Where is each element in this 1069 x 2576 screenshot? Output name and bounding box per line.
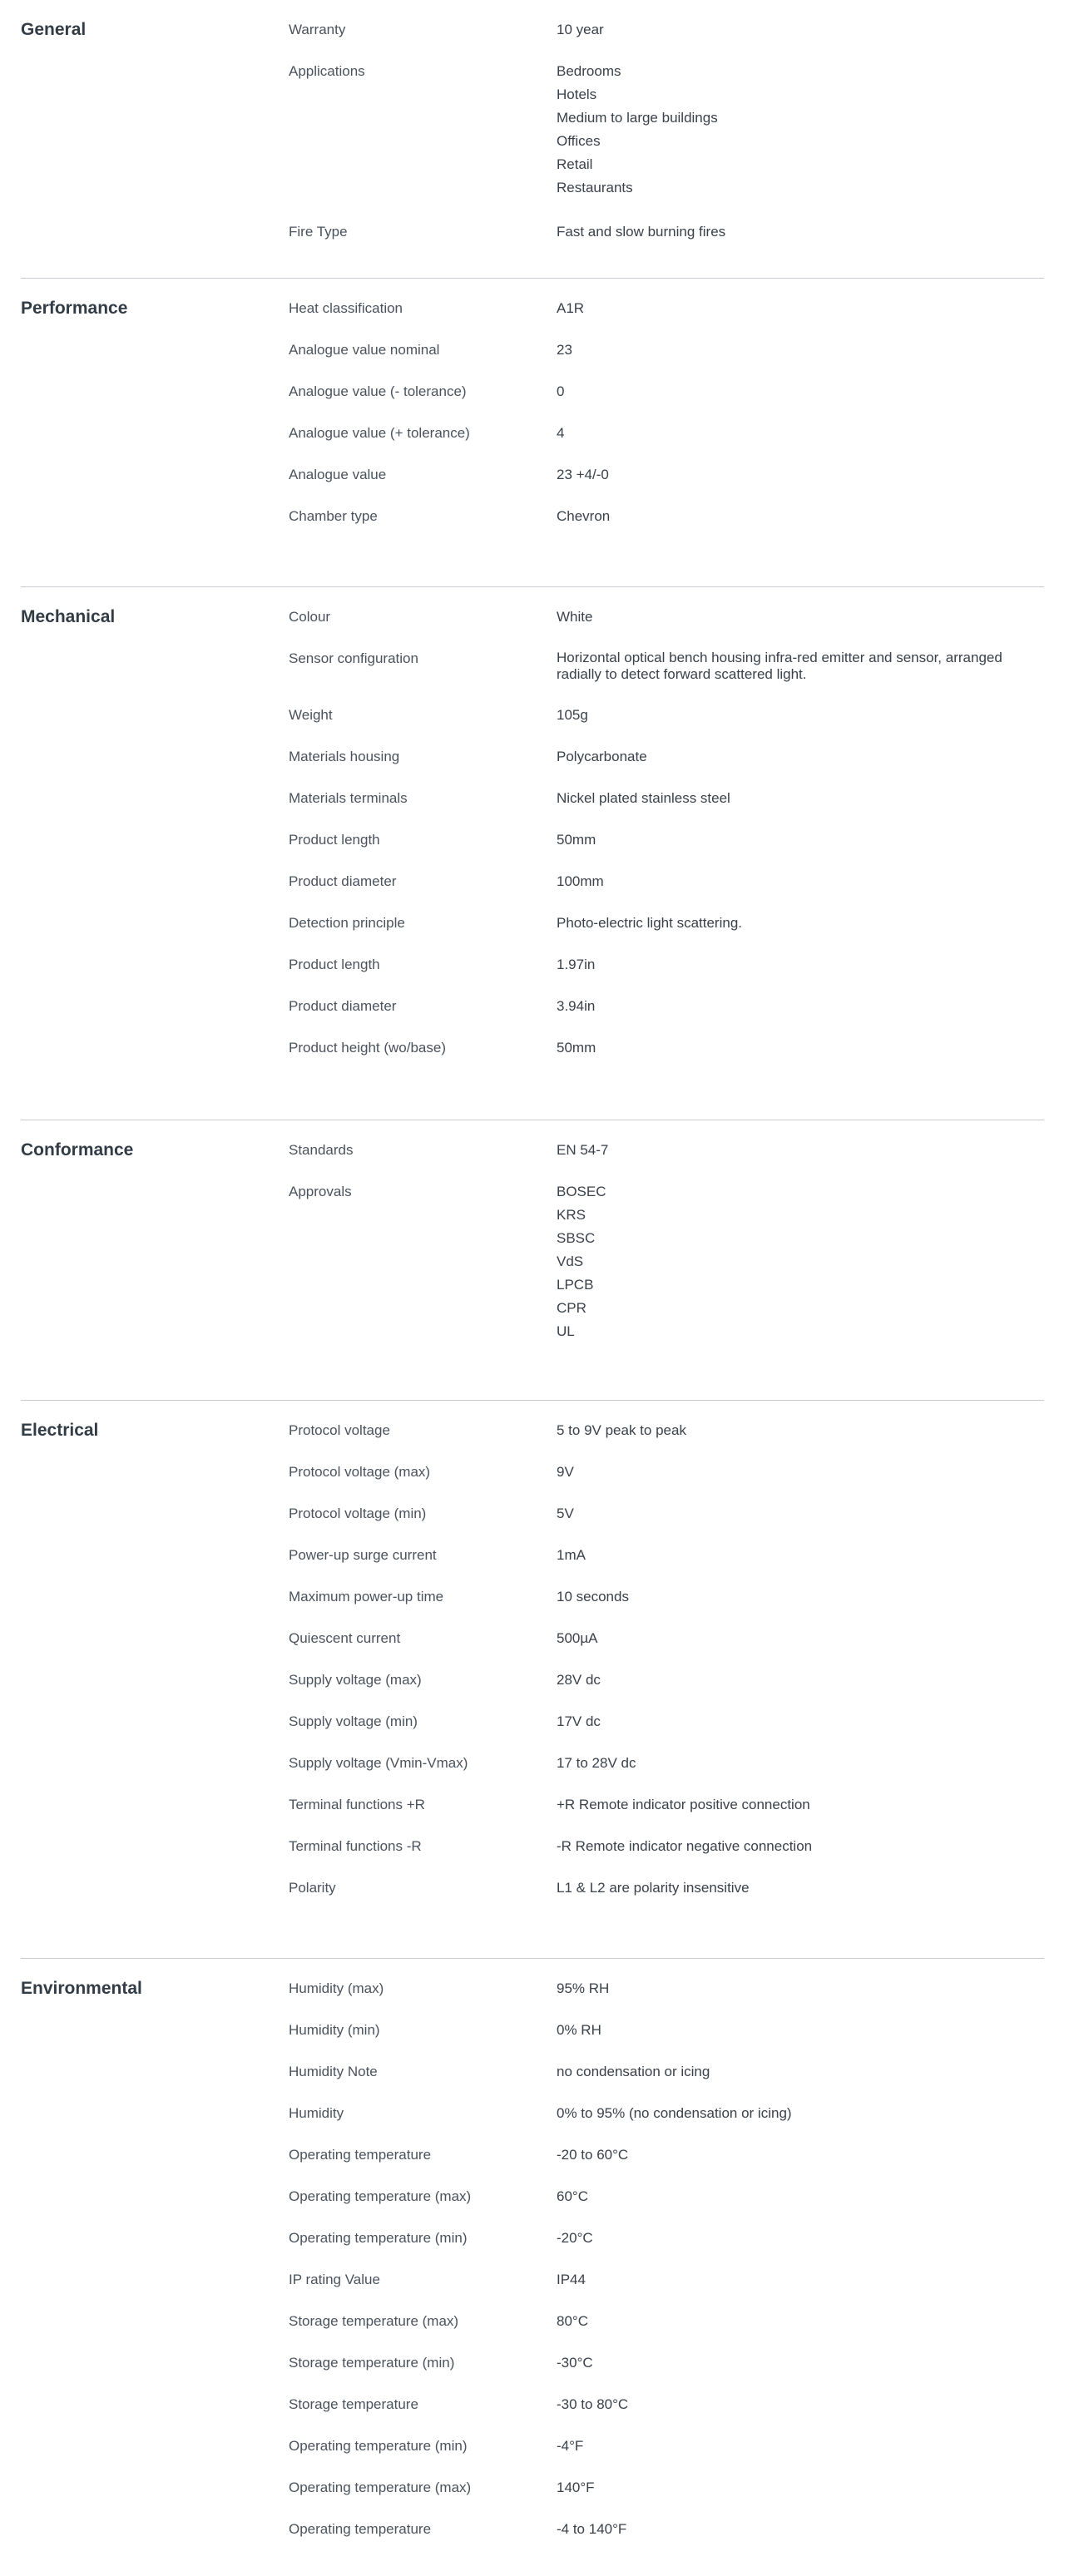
spec-row [289,1629,1021,1648]
spec-rows [289,1980,1021,2562]
spec-value: Nickel plated stainless steel [557,790,730,806]
spec-label: Product diameter [289,873,397,889]
spec-row [289,2229,1021,2247]
list-item: LPCB [557,1277,594,1293]
spec-value: 80°C [557,2313,588,2329]
spec-label: Product height (wo/base) [289,1040,446,1056]
spec-row [289,2021,1021,2040]
section-title: Conformance [21,1140,134,1159]
spec-value: 10 seconds [557,1589,629,1604]
spec-row [289,2520,1021,2539]
spec-row [289,1671,1021,1689]
spec-value: 4 [557,425,565,441]
spec-row-approvals [289,1183,1021,1343]
spec-row [289,2146,1021,2164]
spec-label: Supply voltage (min) [289,1713,418,1729]
spec-value: -30 to 80°C [557,2396,629,2412]
list-item: UL [557,1323,575,1339]
section-conformance [21,1120,1044,1401]
applications-list [557,60,718,200]
list-item: BOSEC [557,1184,606,1199]
spec-label: Supply voltage (Vmin-Vmax) [289,1755,468,1771]
spec-value: 100mm [557,873,604,889]
spec-row [289,424,1021,443]
spec-value: no condensation or icing [557,2064,710,2079]
spec-row [289,706,1021,724]
spec-value: 1.97in [557,957,596,972]
spec-value: -4 to 140°F [557,2521,627,2537]
section-electrical [21,1401,1044,1959]
spec-row-fire-type [289,223,1021,241]
spec-label: Humidity (min) [289,2022,380,2038]
spec-value: +R Remote indicator positive connection [557,1797,810,1812]
spec-rows [289,1421,1021,1921]
spec-value: Polycarbonate [557,749,647,764]
spec-label: Supply voltage (max) [289,1672,422,1688]
spec-value: 95% RH [557,1980,610,1996]
spec-label: Operating temperature (max) [289,2480,472,2495]
spec-label: Colour [289,609,331,625]
spec-label: Sensor configuration [289,650,418,666]
spec-label: Humidity (max) [289,1980,384,1996]
spec-label: Analogue value (- tolerance) [289,383,467,399]
spec-value: Horizontal optical bench housing infra-red emitter and sensor, arranged radially to detect forward scattered light. [557,650,1002,682]
spec-value: 500µA [557,1630,598,1646]
list-item: Offices [557,133,601,149]
spec-row [289,2354,1021,2372]
spec-row [289,873,1021,891]
spec-label: Materials terminals [289,790,408,806]
list-item: VdS [557,1253,584,1269]
spec-row [289,1754,1021,1773]
spec-label: Storage temperature (min) [289,2355,455,2371]
section-general [21,0,1044,279]
spec-row [289,2271,1021,2289]
list-item: Bedrooms [557,63,621,79]
spec-row [289,608,1021,626]
spec-value: 28V dc [557,1672,601,1688]
spec-label: Analogue value [289,467,387,482]
spec-row [289,1879,1021,1897]
spec-rows [289,299,1021,549]
spec-value: 0% to 95% (no condensation or icing) [557,2105,792,2121]
section-title: Mechanical [21,607,116,626]
spec-label: Storage temperature [289,2396,418,2412]
spec-label: Standards [289,1142,354,1158]
section-title: General [21,20,87,39]
spec-label: Applications [289,63,365,79]
section-performance [21,279,1044,587]
spec-label: Operating temperature (min) [289,2230,468,2246]
spec-row-standards [289,1141,1021,1159]
spec-label: Polarity [289,1880,336,1896]
spec-value: Chevron [557,508,611,524]
spec-value: 60°C [557,2188,588,2204]
spec-value: 17V dc [557,1713,601,1729]
spec-value: -R Remote indicator negative connection [557,1838,813,1854]
list-item: Hotels [557,87,597,102]
spec-value: Photo-electric light scattering. [557,915,742,931]
spec-value: -30°C [557,2355,593,2371]
spec-label: Operating temperature (min) [289,2438,468,2454]
spec-label: Heat classification [289,300,403,316]
spec-value: IP44 [557,2272,586,2287]
list-item: Retail [557,156,593,172]
section-environmental [21,1959,1044,2574]
spec-label: Fire Type [289,224,348,240]
section-title: Performance [21,299,128,318]
spec-value: Fast and slow burning fires [557,224,726,240]
spec-row [289,831,1021,849]
spec-value: A1R [557,300,585,316]
spec-row [289,997,1021,1016]
spec-rows [289,21,1021,265]
spec-label: Product length [289,957,380,972]
spec-row-warranty [289,21,1021,39]
spec-value: 5V [557,1506,574,1521]
spec-value: 3.94in [557,998,596,1014]
spec-row [289,1796,1021,1814]
spec-value: 23 +4/-0 [557,467,609,482]
spec-row [289,2479,1021,2497]
list-item: Medium to large buildings [557,110,718,126]
list-item: KRS [557,1207,586,1223]
spec-value: 17 to 28V dc [557,1755,636,1771]
approvals-list [557,1180,606,1343]
spec-label: Product diameter [289,998,397,1014]
spec-row [289,2437,1021,2455]
spec-row-applications [289,62,1021,200]
spec-label: Terminal functions -R [289,1838,422,1854]
list-item: CPR [557,1300,586,1316]
section-title: Electrical [21,1421,99,1440]
spec-label: Materials housing [289,749,400,764]
spec-label: Quiescent current [289,1630,401,1646]
spec-row [289,383,1021,401]
spec-label: IP rating Value [289,2272,380,2287]
spec-value: 105g [557,707,588,723]
list-item: SBSC [557,1230,596,1246]
section-title: Environmental [21,1979,142,1998]
spec-label: Detection principle [289,915,405,931]
spec-label: Approvals [289,1184,352,1199]
spec-row [289,507,1021,526]
list-item: Restaurants [557,180,633,195]
spec-value: 50mm [557,1040,596,1056]
spec-value: 23 [557,342,572,358]
section-mechanical [21,587,1044,1120]
spec-row [289,1980,1021,1998]
spec-row [289,1588,1021,1606]
spec-label: Operating temperature [289,2147,432,2163]
spec-value: 5 to 9V peak to peak [557,1422,686,1438]
spec-label: Maximum power-up time [289,1589,444,1604]
spec-row [289,341,1021,359]
spec-value: 10 year [557,22,604,37]
spec-label: Operating temperature [289,2521,432,2537]
spec-label: Terminal functions +R [289,1797,425,1812]
spec-value: 1mA [557,1547,586,1563]
spec-label: Humidity Note [289,2064,378,2079]
spec-value: -4°F [557,2438,584,2454]
spec-row [289,1463,1021,1481]
spec-row [289,2063,1021,2081]
spec-row [289,466,1021,484]
spec-value: EN 54-7 [557,1142,609,1158]
spec-row [289,914,1021,932]
spec-label: Humidity [289,2105,344,2121]
spec-rows [289,1141,1021,1367]
spec-row [289,1837,1021,1856]
spec-label: Protocol voltage [289,1422,390,1438]
spec-row [289,2104,1021,2123]
spec-value: White [557,609,593,625]
spec-label: Storage temperature (max) [289,2313,459,2329]
spec-row [289,299,1021,318]
spec-label: Operating temperature (max) [289,2188,472,2204]
spec-row [289,1421,1021,1440]
spec-label: Warranty [289,22,346,37]
spec-value: 9V [557,1464,574,1480]
spec-value: 0% RH [557,2022,601,2038]
spec-label: Product length [289,832,380,848]
spec-value: L1 & L2 are polarity insensitive [557,1880,750,1896]
spec-label: Power-up surge current [289,1547,437,1563]
spec-row [289,748,1021,766]
spec-row [289,1713,1021,1731]
spec-value: 50mm [557,832,596,848]
spec-value: 140°F [557,2480,595,2495]
spec-row [289,1546,1021,1565]
spec-row [289,1505,1021,1523]
spec-row [289,2188,1021,2206]
spec-row [289,1039,1021,1057]
spec-value: 0 [557,383,565,399]
spec-label: Chamber type [289,508,378,524]
spec-label: Protocol voltage (max) [289,1464,431,1480]
spec-label: Weight [289,707,333,723]
spec-row [289,2396,1021,2414]
spec-label: Analogue value (+ tolerance) [289,425,470,441]
spec-label: Analogue value nominal [289,342,440,358]
spec-value: -20 to 60°C [557,2147,629,2163]
spec-value: -20°C [557,2230,593,2246]
spec-row [289,2312,1021,2331]
spec-row [289,789,1021,808]
spec-row [289,956,1021,974]
spec-row [289,650,1021,683]
spec-rows [289,608,1021,1080]
spec-label: Protocol voltage (min) [289,1506,427,1521]
